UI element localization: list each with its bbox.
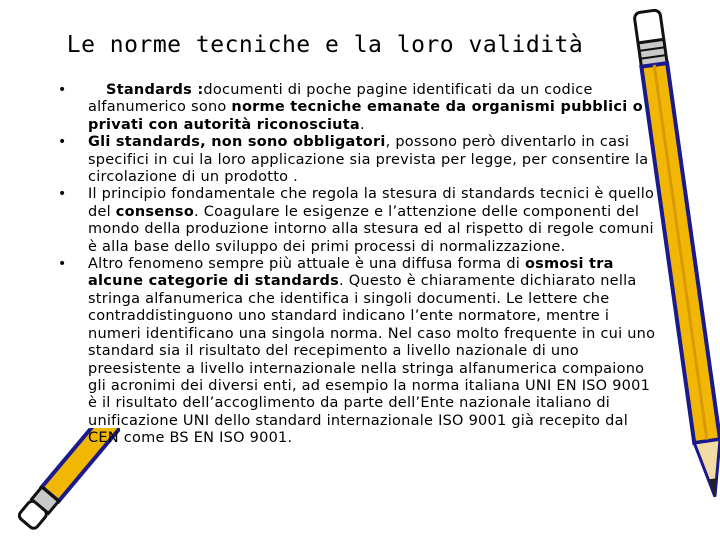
bullet-text <box>88 134 658 186</box>
bullet-list <box>58 82 658 448</box>
bullet-text <box>88 186 658 256</box>
bullet-bold-text: Gli standards, non sono obbligatori <box>88 134 386 151</box>
bullet-plain-text: . <box>359 116 365 133</box>
bullet-bold-text: osmosi tra alcune categorie di standards <box>88 256 614 290</box>
bullet-plain-text: . Questo è chiaramente dichiarato nella stringa alfanumerica che identifica i singoli documenti. Le lettere che contraddistinguono uno standard indicano l’ente normatore, mentre i numeri identificano una singola norma. Nel caso molto frequente in cui uno standard sia il risultato del recepimento a livello nazionale di uno preesistente a livello internazionale nella stringa alfanumerica compaiono gli acronimi dei diversi enti, ad esempio la norma italiana UNI EN ISO 9001 è il risultato dell’accoglimento da parte dell’Ente nazionale italiano di unificazione UNI dello standard internazionale ISO 9001 già recepito dal CEN come BS EN ISO 9001. <box>88 273 656 447</box>
bullet-plain-text: , possono però diventarlo in casi specifici in cui la loro applicazione sia prevista per legge, per consentire la circolazione di un prodotto . <box>88 134 649 186</box>
bullet-plain-text: Il principio fondamentale che regola la stesura di standards tecnici è quello del <box>88 186 655 220</box>
bullet-bold-text: Standards : <box>106 82 204 98</box>
bullet-item <box>58 186 658 256</box>
bullet-plain-text: Altro fenomeno sempre più attuale è una diffusa forma di <box>88 256 525 273</box>
bullet-text <box>88 256 658 447</box>
bullet-item <box>58 134 658 186</box>
bullet-item <box>58 82 658 134</box>
bullet-text <box>88 82 658 134</box>
bullet-bold-text: norme tecniche emanate da organismi pubblici o privati con autorità riconosciuta <box>88 99 643 133</box>
bullet-dot-icon: • <box>58 256 67 273</box>
bullet-item <box>58 256 658 447</box>
bullet-plain-text: documenti di poche pagine identificati da un codice alfanumerico sono <box>88 82 593 116</box>
bullet-dot-icon: • <box>58 186 67 203</box>
bullet-dot-icon: • <box>58 82 67 98</box>
slide-title: Le norme tecniche e la loro validità <box>66 32 584 58</box>
bullet-bold-text: consenso <box>115 203 195 220</box>
bullet-plain-text: . Coagulare le esigenze e l’attenzione delle componenti del mondo della produzione intorno alla stesura ed al rispetto di regole comuni è alla base dello sviluppo dei primi processi di normalizzazione. <box>88 203 654 255</box>
bullet-dot-icon: • <box>58 134 67 151</box>
